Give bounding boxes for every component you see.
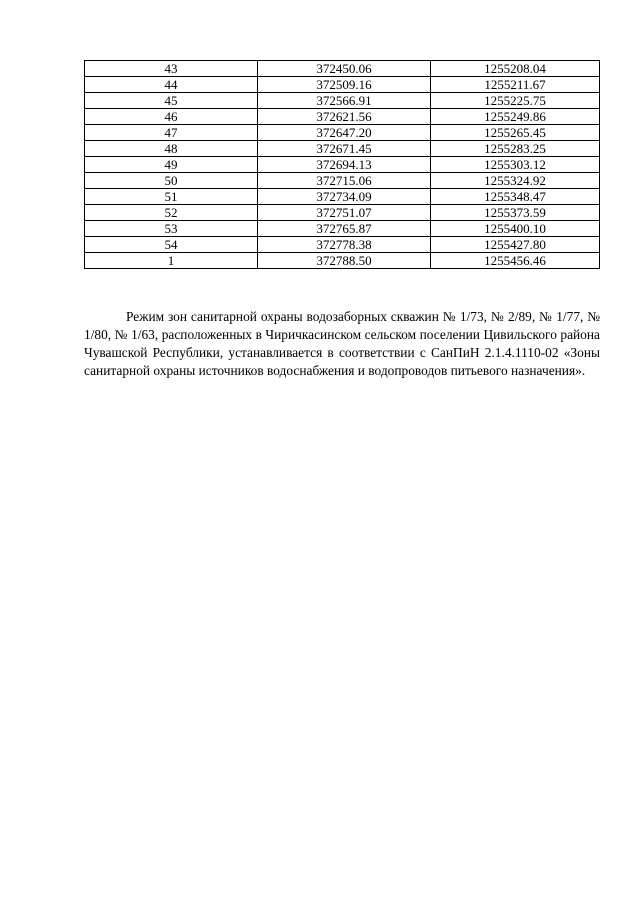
table-row	[85, 189, 600, 205]
table-row	[85, 173, 600, 189]
x-coordinate-cell: 372788.50	[258, 253, 431, 269]
y-coordinate-cell: 1255208.04	[431, 61, 600, 77]
x-coordinate-cell: 372450.06	[258, 61, 431, 77]
point-number-cell: 44	[85, 77, 258, 93]
y-coordinate-cell: 1255249.86	[431, 109, 600, 125]
table-row	[85, 61, 600, 77]
table-row	[85, 253, 600, 269]
y-coordinate-cell: 1255400.10	[431, 221, 600, 237]
point-number-cell: 46	[85, 109, 258, 125]
x-coordinate-cell: 372734.09	[258, 189, 431, 205]
point-number-cell: 47	[85, 125, 258, 141]
x-coordinate-cell: 372621.56	[258, 109, 431, 125]
y-coordinate-cell: 1255427.80	[431, 237, 600, 253]
y-coordinate-cell: 1255348.47	[431, 189, 600, 205]
point-number-cell: 48	[85, 141, 258, 157]
y-coordinate-cell: 1255283.25	[431, 141, 600, 157]
y-coordinate-cell: 1255324.92	[431, 173, 600, 189]
y-coordinate-cell: 1255265.45	[431, 125, 600, 141]
coordinates-table-body	[85, 61, 600, 269]
x-coordinate-cell: 372566.91	[258, 93, 431, 109]
y-coordinate-cell: 1255211.67	[431, 77, 600, 93]
x-coordinate-cell: 372715.06	[258, 173, 431, 189]
table-row	[85, 221, 600, 237]
x-coordinate-cell: 372671.45	[258, 141, 431, 157]
y-coordinate-cell: 1255373.59	[431, 205, 600, 221]
x-coordinate-cell: 372778.38	[258, 237, 431, 253]
table-row	[85, 93, 600, 109]
point-number-cell: 1	[85, 253, 258, 269]
point-number-cell: 43	[85, 61, 258, 77]
x-coordinate-cell: 372509.16	[258, 77, 431, 93]
table-row	[85, 157, 600, 173]
y-coordinate-cell: 1255303.12	[431, 157, 600, 173]
point-number-cell: 54	[85, 237, 258, 253]
y-coordinate-cell: 1255225.75	[431, 93, 600, 109]
point-number-cell: 45	[85, 93, 258, 109]
coordinates-table	[84, 60, 600, 269]
x-coordinate-cell: 372647.20	[258, 125, 431, 141]
point-number-cell: 51	[85, 189, 258, 205]
x-coordinate-cell: 372765.87	[258, 221, 431, 237]
y-coordinate-cell: 1255456.46	[431, 253, 600, 269]
table-row	[85, 205, 600, 221]
point-number-cell: 49	[85, 157, 258, 173]
table-row	[85, 77, 600, 93]
point-number-cell: 53	[85, 221, 258, 237]
x-coordinate-cell: 372694.13	[258, 157, 431, 173]
table-row	[85, 125, 600, 141]
table-row	[85, 141, 600, 157]
sanitary-zone-paragraph: Режим зон санитарной охраны водозаборных скважин № 1/73, № 2/89, № 1/77, № 1/80, № 1/63, расположенных в Чиричкасинском сельском поселении Цивильского района Чувашской Республики, устанавливается в соответствии с СанПиН 2.1.4.1110-02 «Зоны санитарной охраны источников водоснабжения и водопроводов питьевого назначения».	[84, 309, 600, 379]
table-row	[85, 109, 600, 125]
x-coordinate-cell: 372751.07	[258, 205, 431, 221]
table-row	[85, 237, 600, 253]
point-number-cell: 52	[85, 205, 258, 221]
point-number-cell: 50	[85, 173, 258, 189]
